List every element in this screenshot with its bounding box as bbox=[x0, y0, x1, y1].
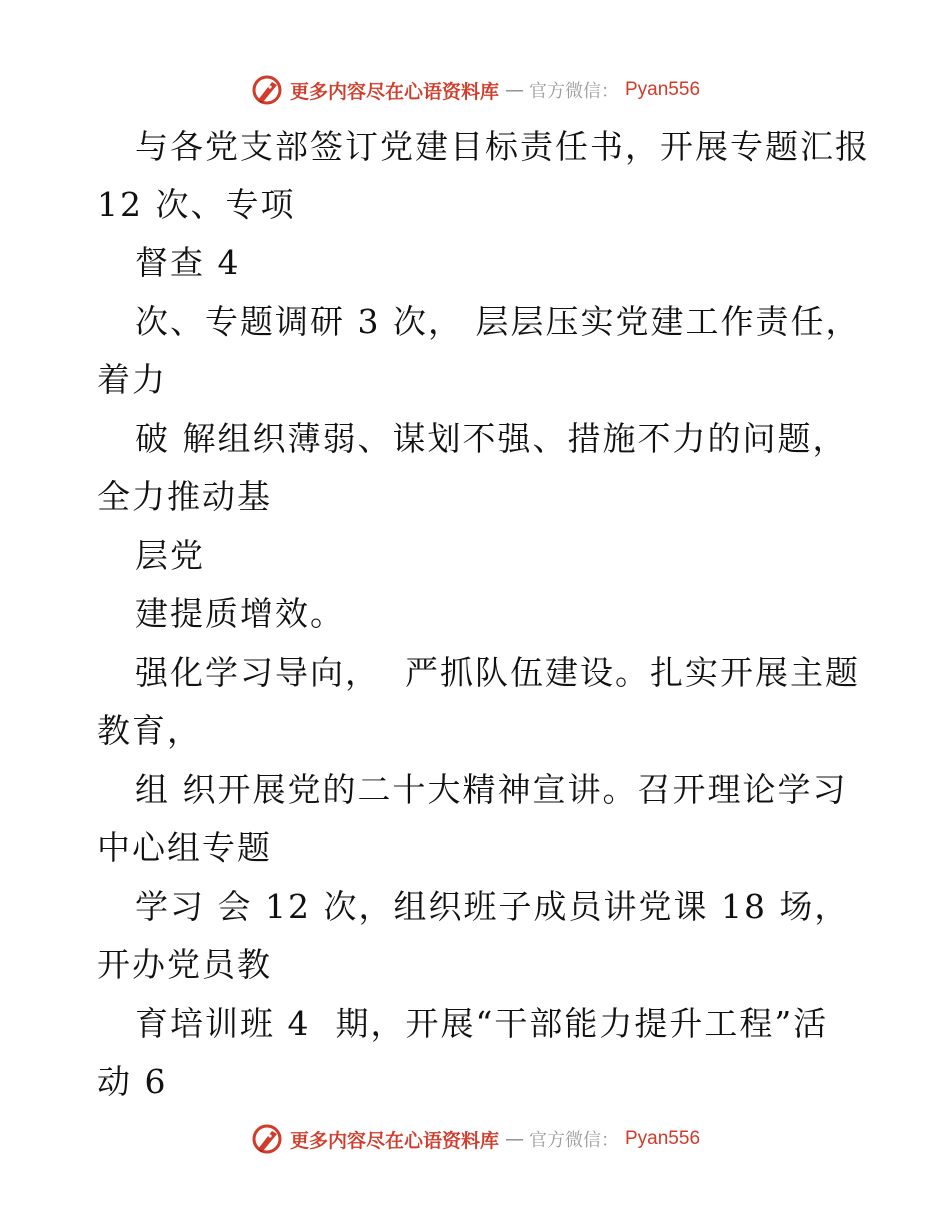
text-line: 督查 4 bbox=[135, 243, 241, 282]
pen-logo-icon bbox=[250, 1122, 284, 1156]
text-line: 中心组专题 bbox=[97, 828, 272, 867]
text-line: 建提质增效。 bbox=[135, 594, 345, 633]
banner-wechat-id: Pyan556 bbox=[625, 79, 701, 100]
banner-wechat-label: 官方微信： bbox=[529, 1130, 619, 1151]
text-line: 开办党员教 bbox=[97, 945, 272, 984]
text-line: 全力推动基 bbox=[97, 477, 272, 516]
banner-title: 更多内容尽在心语资料库 bbox=[289, 1129, 499, 1152]
text-line: 动 6 bbox=[97, 1062, 168, 1101]
text-line: 破 解组织薄弱、谋划不强、措施不力的问题， bbox=[135, 419, 848, 458]
text-line: 与各党支部签订党建目标责任书，开展专题汇报 bbox=[135, 127, 870, 166]
text-line: 次、专题调研 3 次， 层层压实党建工作责任， bbox=[135, 302, 861, 341]
text-line: 层党 bbox=[135, 536, 205, 575]
pen-logo-icon bbox=[250, 73, 284, 107]
banner-wechat-label: 官方微信： bbox=[529, 81, 619, 102]
text-line: 教育， bbox=[97, 711, 202, 750]
text-line: 育培训班 4 期，开展“干部能力提升工程”活 bbox=[135, 1004, 829, 1043]
header-banner bbox=[0, 70, 950, 110]
text-line: 组 织开展党的二十大精神宣讲。召开理论学习 bbox=[135, 770, 848, 809]
text-line: 学习 会 12 次，组织班子成员讲党课 18 场， bbox=[135, 887, 850, 926]
banner-title: 更多内容尽在心语资料库 bbox=[289, 80, 499, 103]
footer-banner bbox=[0, 1119, 950, 1159]
text-line: 12 次、专项 bbox=[97, 185, 296, 224]
banner-wechat-id: Pyan556 bbox=[625, 1128, 701, 1149]
banner-separator: — bbox=[505, 79, 523, 101]
text-line: 强化学习导向， 严抓队伍建设。扎实开展主题 bbox=[135, 653, 860, 692]
text-line: 着力 bbox=[97, 360, 167, 399]
banner-separator: — bbox=[505, 1128, 523, 1150]
